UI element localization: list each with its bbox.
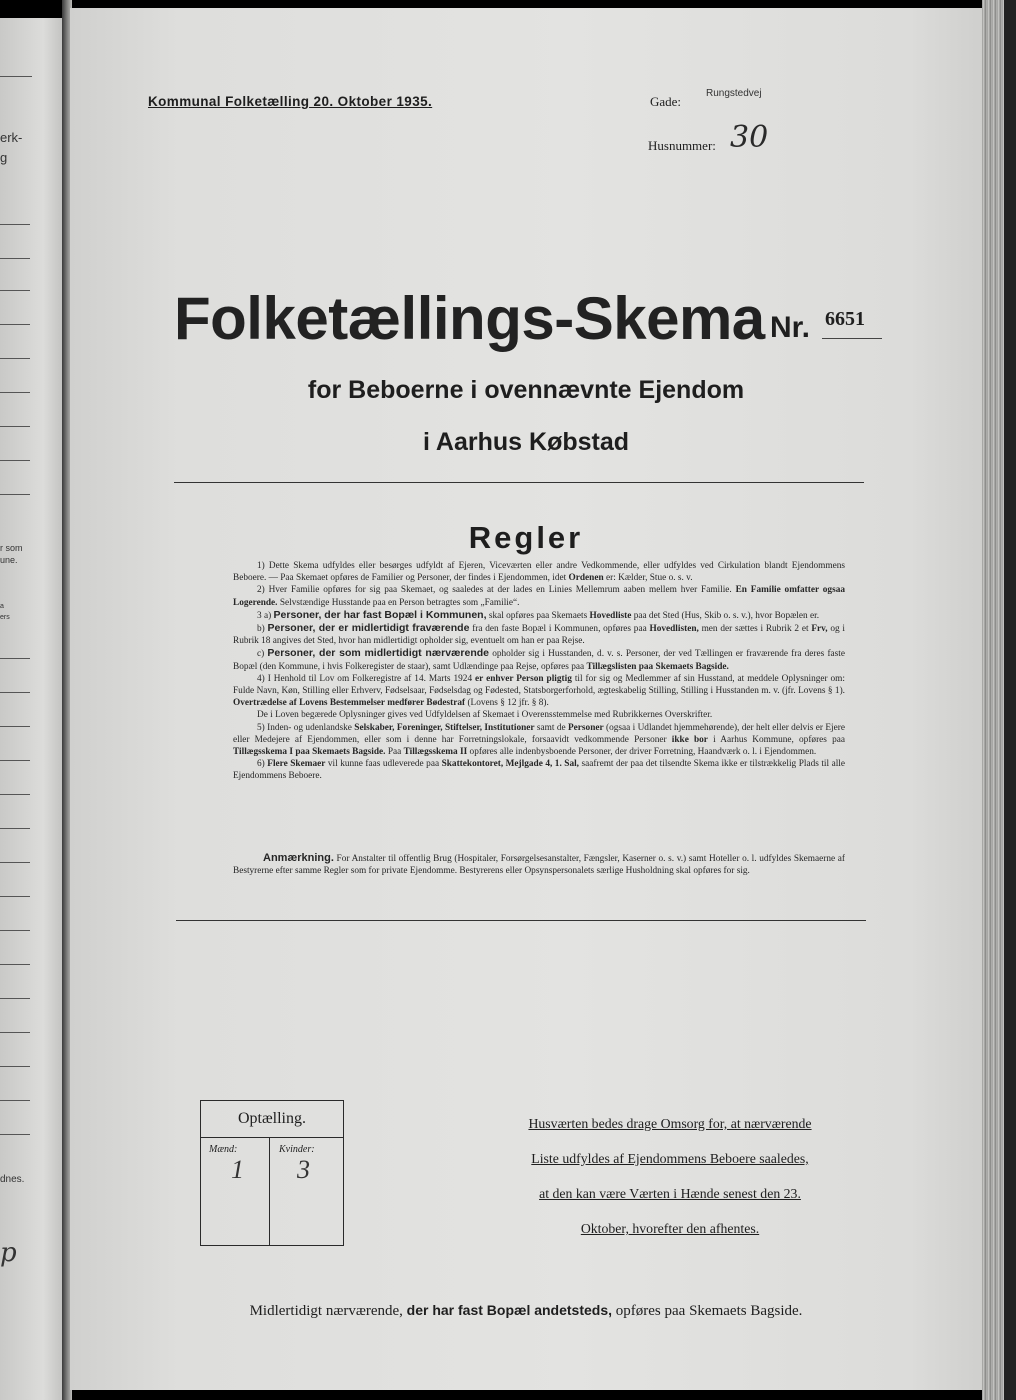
women-count-handwritten: 3	[297, 1155, 310, 1184]
page-fragment: p	[0, 1238, 17, 1268]
page-fragment: une.	[0, 555, 18, 565]
rule-line	[0, 460, 30, 461]
subtitle-city: i Aarhus Købstad	[422, 428, 630, 456]
rule-4-note: De i Loven begærede Oplysninger gives ved Udfyldelsen af Skemaet i Overensstemmelse med Rubrikkernes Overskrifter.	[257, 710, 713, 721]
remark-label: Anmærkning.	[263, 852, 334, 864]
scan-border	[1004, 0, 1016, 1400]
census-form-page	[70, 8, 982, 1390]
rule-1: 1) Dette Skema udfyldes eller besørges udfyldt af Ejeren, Viceværten eller andre Vedkommende, eller udfyldes ved Cirkulation blandt Ejendommens Beboere. — Paa Skemaet opføres de Familier og Personer, der findes i Ejendommen, idet Ordenen er: Kælder, Stue o. s. v.	[233, 561, 845, 584]
rule-line	[0, 828, 30, 829]
rule-2: 2) Hver Familie opføres for sig paa Skemaet, og saaledes at der lades en Linies Mellemrum aaben mellem hver Familie. En Familie omfatter ogsaa Logerende. Selvstændige Husstande paa en Person betragtes som „Familie“.	[233, 585, 845, 608]
rule-line	[0, 426, 30, 427]
page-fragment: r som	[0, 543, 23, 553]
rule-6: 6) Flere Skemaer vil kunne faas udleverede paa Skattekontoret, Mejlgade 4, 1. Sal, saafremt der paa det tilsendte Skema ikke er tilstrækkelig Plads til alle Ejendommens Beboere.	[233, 759, 846, 782]
rule-line	[0, 1032, 30, 1033]
rule-line	[0, 224, 30, 225]
rule-line	[0, 1100, 30, 1101]
page-title: Folketællings-Skema	[174, 285, 765, 352]
subtitle: for Beboerne i ovennævnte Ejendom	[307, 376, 745, 404]
men-label: Mænd:	[209, 1144, 238, 1155]
count-box	[200, 1100, 344, 1246]
rule-line	[0, 726, 30, 727]
rule-line	[0, 964, 30, 965]
rule-line	[0, 896, 30, 897]
notice-line: Liste udfyldes af Ejendommens Beboere saaledes,	[531, 1151, 809, 1166]
page-fragment: dnes.	[0, 1174, 25, 1185]
landlord-notice	[500, 1106, 840, 1246]
count-column-divider	[269, 1137, 270, 1245]
rules-heading: Regler	[468, 520, 584, 555]
gade-label: Gade:	[650, 94, 682, 109]
rule-line	[0, 862, 30, 863]
page-fragment: g	[0, 150, 8, 165]
count-title: Optælling.	[237, 1110, 306, 1127]
form-number-underline	[822, 338, 882, 339]
rule-line	[0, 794, 30, 795]
header-title: Kommunal Folketælling 20. Oktober 1935.	[148, 94, 433, 109]
page-fragment: a	[0, 603, 4, 610]
women-label: Kvinder:	[279, 1144, 315, 1155]
gade-stamp-value: Rungstedvej	[706, 88, 762, 99]
form-number-label: Nr.	[770, 311, 811, 344]
notice-line: Husværten bedes drage Omsorg for, at nærværende	[528, 1116, 812, 1131]
rule-4: 4) I Henhold til Lov om Folkeregistre af 14. Marts 1924 er enhver Person pligtig til for sig og Medlemmer af sin Husstand, at meddele Oplysninger om: Fulde Navn, Køn, Stilling eller Erhverv, Fødselsaar, Fødselsdag og Fødested, Statsborgerforhold, ægteskabelig Stilling, Stilling i Husstanden m. v. (jfr. Lovens § 1). Overtrædelse af Lovens Bestemmelser medfører Bødestraf (Lovens § 12 jfr. § 8).	[233, 673, 845, 709]
rule-line	[0, 392, 30, 393]
husnummer-handwritten-value: 30	[730, 120, 769, 155]
rule-line	[0, 998, 30, 999]
remark-text: Anmærkning. For Anstalter til offentlig Brug (Hospitaler, Forsørgelsesanstalter, Fængsler, Kaserner o. s. v.) samt Hoteller o. l. udfyldes Skemaerne af Bestyrerne efter samme Regler som for private Ejendomme. Bestyrerens eller Opsynspersonalets særlige Husholdning skal opføres for sig.	[233, 852, 846, 877]
husnummer-label: Husnummer:	[648, 138, 716, 153]
page-fragment: ers	[0, 614, 10, 621]
rule-line	[0, 692, 30, 693]
page-fragment: erk-	[0, 130, 23, 145]
rule-line	[0, 76, 32, 77]
rule-line	[0, 358, 30, 359]
rule-line	[0, 1066, 30, 1067]
notice-line: Oktober, hvorefter den afhentes.	[580, 1221, 760, 1236]
rules-text	[233, 560, 845, 783]
rule-line	[0, 658, 30, 659]
form-number-value: 6651	[825, 308, 865, 330]
rule-3a: 3 a) Personer, der har fast Bopæl i Kommunen, skal opføres paa Skemaets Hovedliste paa det Sted (Hus, Skib o. s. v.), hvor Bopælen er.	[257, 608, 820, 621]
rule-line	[0, 258, 30, 259]
adjacent-page-edge	[0, 18, 62, 1400]
divider	[176, 920, 866, 921]
rule-line	[0, 760, 30, 761]
rule-line	[0, 290, 30, 291]
notice-line: at den kan være Værten i Hænde senest den 23.	[539, 1186, 801, 1201]
rule-line	[0, 1134, 30, 1135]
divider	[174, 482, 864, 483]
footer-note: Midlertidigt nærværende, der har fast Bopæl andetsteds, opføres paa Skemaets Bagside.	[249, 1302, 803, 1319]
rule-5: 5) Inden- og udenlandske Selskaber, Foreninger, Stiftelser, Institutioner samt de Personer (ogsaa i Udlandet hjemmehørende), der helt eller delvis er Ejere eller Medejere af Ejendommen, eller som i denne har Forretningslokale, forsaavidt vedkommende Personer ikke bor i Aarhus Kommune, opføres paa Tillægsskema I paa Skemaets Bagside. Paa Tillægsskema II opføres alle indenbysboende Personer, der driver Forretning, Haandværk o. l. i Ejendommen.	[233, 722, 845, 758]
rule-3c: c) Personer, der som midlertidigt nærværende opholder sig i Husstanden, d. v. s. Personer, der ved Tællingen er fraværende fra deres faste Bopæl (den Kommune, i hvis Folkeregister de staar), samt Udlændinge paa Rejse, opføres paa Tillægslisten paa Skemaets Bagside.	[233, 647, 845, 672]
rule-3b: b) Personer, der er midlertidigt fraværende fra den faste Bopæl i Kommunen, opføres paa Hovedlisten, men der sættes i Rubrik 2 et Frv, og i Rubrik 18 angives det Sted, hvor han midlertidigt opholder sig, eventuelt om han er paa Rejse.	[233, 622, 845, 647]
count-divider	[201, 1137, 343, 1138]
men-count-handwritten: 1	[231, 1155, 244, 1184]
rule-line	[0, 324, 30, 325]
rule-line	[0, 494, 30, 495]
rule-line	[0, 930, 30, 931]
